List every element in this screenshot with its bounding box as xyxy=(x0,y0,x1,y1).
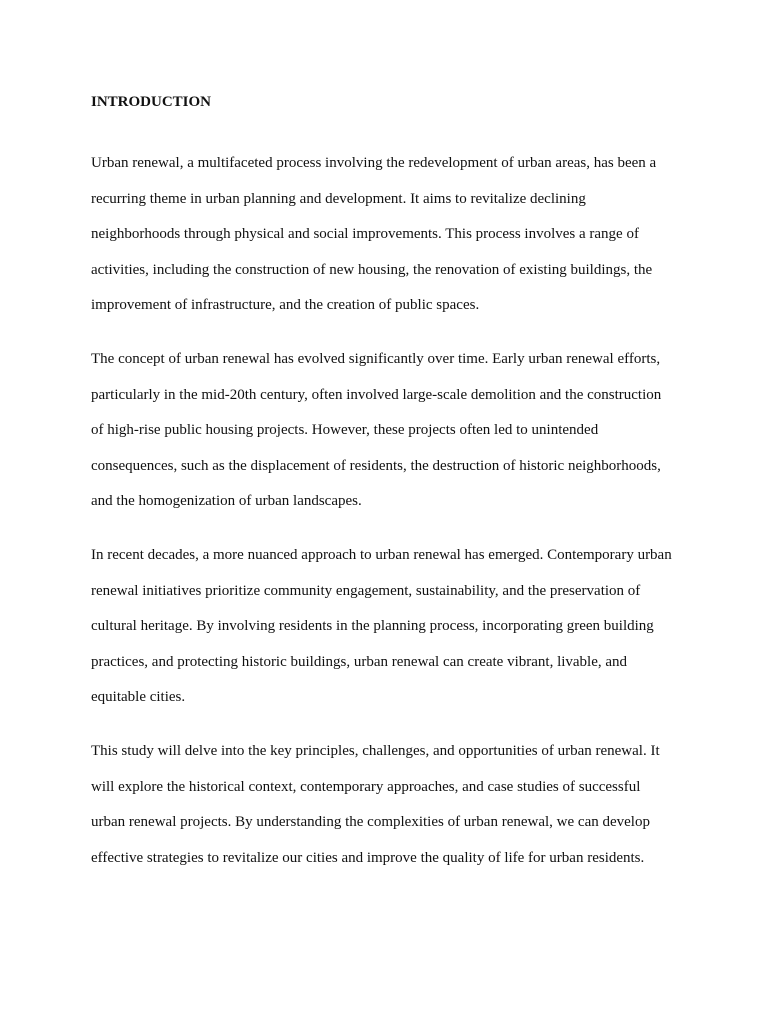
paragraph-line: improvement of infrastructure, and the creation of public spaces. xyxy=(91,297,480,314)
document-body xyxy=(91,92,691,894)
paragraph-line: Urban renewal, a multifaceted process involving the redevelopment of urban areas, has been a xyxy=(91,155,657,171)
paragraph-1 xyxy=(91,146,691,324)
paragraph-line: and the homogenization of urban landscapes. xyxy=(91,493,362,510)
paragraph-line: recurring theme in urban planning and development. It aims to revitalize declining xyxy=(91,190,586,207)
paragraph-line: In recent decades, a more nuanced approach to urban renewal has emerged. Contemporary urban xyxy=(91,546,672,563)
paragraph-line: neighborhoods through physical and social improvements. This process involves a range of xyxy=(91,226,639,243)
paragraph-line: renewal initiatives prioritize community engagement, sustainability, and the preservation of xyxy=(91,582,641,599)
paragraph-4 xyxy=(91,734,691,876)
paragraph-line: The concept of urban renewal has evolved significantly over time. Early urban renewal efforts, xyxy=(91,350,661,367)
paragraph-line: activities, including the construction of new housing, the renovation of existing buildings, the xyxy=(91,261,653,278)
paragraph-line: consequences, such as the displacement of residents, the destruction of historic neighborhoods, xyxy=(91,457,661,474)
paragraph-line: equitable cities. xyxy=(91,689,186,706)
paragraph-line: urban renewal projects. By understanding the complexities of urban renewal, we can develop xyxy=(91,814,650,831)
paragraph-line: will explore the historical context, contemporary approaches, and case studies of successful xyxy=(91,778,641,795)
paragraph-line: This study will delve into the key principles, challenges, and opportunities of urban renewal. It xyxy=(91,742,660,759)
paragraph-line: effective strategies to revitalize our cities and improve the quality of life for urban residents. xyxy=(91,849,645,866)
paragraph-2 xyxy=(91,342,691,520)
paragraph-line: of high-rise public housing projects. However, these projects often led to unintended xyxy=(91,422,599,439)
paragraph-line: cultural heritage. By involving residents in the planning process, incorporating green building xyxy=(91,618,654,635)
section-heading: INTRODUCTION xyxy=(91,94,212,110)
paragraph-line: practices, and protecting historic buildings, urban renewal can create vibrant, livable, and xyxy=(91,653,628,670)
paragraph-3 xyxy=(91,538,691,716)
paragraph-line: particularly in the mid-20th century, often involved large-scale demolition and the construction xyxy=(91,386,662,403)
